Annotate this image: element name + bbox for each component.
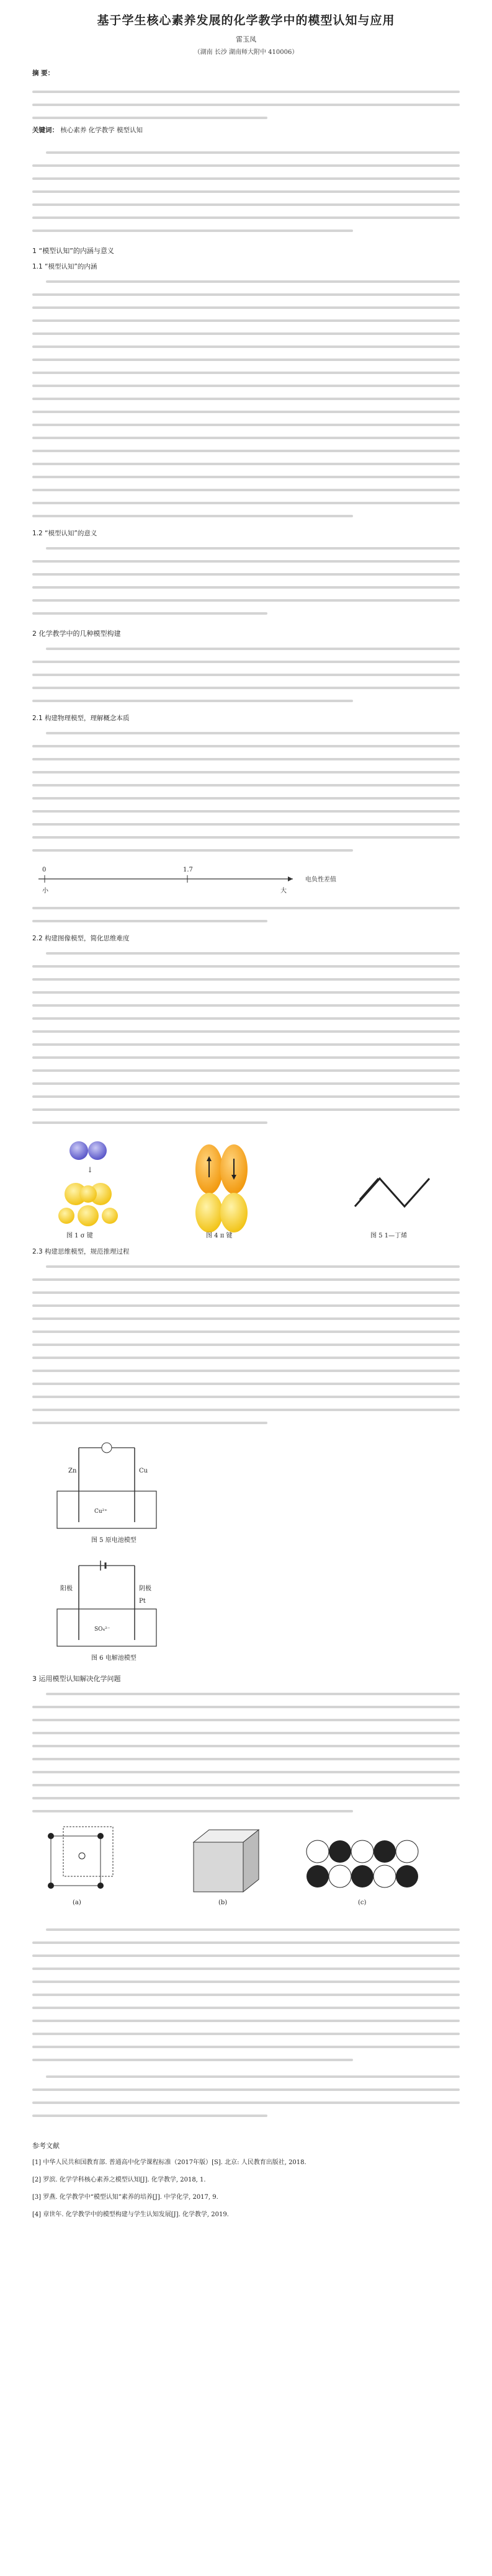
sulfate-label: SO₄²⁻ [94,1626,110,1633]
galvanic-cell-figure [32,1435,460,1547]
abstract-label: 摘 要： [32,69,55,77]
paragraph [32,1923,460,2066]
keywords-text: 核心素养 化学教学 模型认知 [60,127,143,134]
unit-cell-b [194,1830,259,1906]
text-line [32,111,460,124]
paragraph [32,541,460,620]
paragraph [32,901,460,927]
electrolytic-cell-figure [32,1553,460,1665]
atom [48,1883,54,1889]
fig5-caption: 图 5 1—丁烯 [370,1232,408,1239]
reference-item: [1] 中华人民共和国教育部. 普通高中化学课程标准（2017年版）[S]. 北京: 人民教育出版社, 2018. [32,2159,306,2166]
orbital-figures [32,1135,460,1241]
scale-axis-label: 电负性差值 [305,876,336,883]
anode-label: 阳极 [60,1585,73,1592]
text-line [32,98,460,111]
pt-label: Pt [139,1598,146,1605]
atom [396,1840,418,1863]
bulb-icon [102,1443,112,1453]
electronegativity-scale [32,860,460,898]
subsection-heading: 2.3 构建思维模型，规范推理过程 [32,1248,130,1255]
fig-electrolytic-caption: 图 6 电解池模型 [91,1655,136,1662]
subsection-heading: 2.2 构建图像模型，简化思维难度 [32,935,130,942]
affiliation: （湖南 长沙 湖南师大附中 410006） [194,49,298,56]
double-bond-line [360,1179,378,1200]
atom [373,1840,396,1863]
fig-b-label: (b) [218,1899,228,1906]
orbital-svg [32,1135,460,1241]
scale-arrow [288,876,293,881]
section-heading: 3 运用模型认知解决化学问题 [32,1675,121,1683]
reference-item: [3] 罗燕. 化学教学中“模型认知”素养的培养[J]. 中学化学, 2017, 9. [32,2194,218,2201]
cu-ion-label: Cu²⁺ [94,1509,108,1515]
sigma-bond-figure [58,1141,118,1226]
reference-item: [4] 章世年. 化学教学中的模型构建与学生认知发展[J]. 化学教学, 2019. [32,2211,229,2218]
scale-large: 大 [280,888,287,894]
blue-sphere [69,1141,88,1160]
author-name: 雷玉凤 [236,35,256,43]
paragraph [32,726,460,857]
yellow-lobe [58,1208,74,1224]
yellow-lobe [102,1208,118,1224]
blue-sphere [88,1141,107,1160]
fig1-caption: 图 1 σ 键 [66,1232,93,1239]
fig-a-label: (a) [73,1899,81,1906]
subsection-heading: 1.2 “模型认知”的意义 [32,530,97,537]
subsection-heading: 2.1 构建物理模型，理解概念本质 [32,715,130,722]
crystal-figures [32,1824,460,1917]
paper-title: 基于学生核心素养发展的化学教学中的模型认知与应用 [97,14,395,27]
scale-small: 小 [42,888,48,894]
fig4-caption: 图 4 π 键 [206,1232,233,1239]
abstract [32,67,460,124]
scale-label-17: 1.7 [183,867,193,873]
cube-back [63,1827,113,1876]
paragraph [32,642,460,707]
butene-figure [355,1179,429,1206]
yellow-lobe [78,1205,99,1226]
paragraph [32,947,460,1129]
atom [306,1865,329,1887]
fig-galvanic-caption: 图 5 原电池模型 [91,1537,136,1544]
cathode-label: 阴极 [139,1585,151,1592]
atom [48,1833,54,1839]
galvanic-cell-svg [32,1435,194,1547]
references-list [32,2157,460,2221]
atom [329,1840,351,1863]
atom [79,1853,85,1859]
yellow-lobe [79,1185,97,1203]
subsection-heading: 1.1 “模型认知”的内涵 [32,263,97,270]
reference-item: [2] 罗滨. 化学学科核心素养之模型认知[J]. 化学教学, 2018, 1. [32,2177,206,2183]
cu-label: Cu [139,1468,148,1474]
atom [329,1865,351,1887]
scale-label-0: 0 [42,867,47,873]
atom [351,1840,373,1863]
unit-cell-a [48,1827,113,1906]
yellow-lobe [195,1193,223,1232]
references-title: 参考文献 [32,2142,60,2150]
paragraph [32,1687,460,1817]
prism-front [194,1842,243,1892]
yellow-lobe [220,1193,248,1232]
paragraph [32,2070,460,2122]
atom [306,1840,329,1863]
zn-label: Zn [68,1468,77,1474]
intro-paragraph [32,146,460,237]
unit-cell-c [306,1840,418,1906]
paragraph [32,1260,460,1429]
atom [373,1865,396,1887]
keywords-label: 关键词： [32,127,58,134]
atom [97,1883,104,1889]
arrow-glyph: ↓ [87,1165,94,1174]
keywords [32,124,460,137]
atom [97,1833,104,1839]
paragraph [32,275,460,522]
atom [351,1865,373,1887]
cube-front [51,1836,101,1886]
text-line [32,85,460,98]
scale-svg [32,860,460,898]
section-heading: 1 “模型认知”的内涵与意义 [32,247,114,255]
crystal-svg [32,1824,460,1917]
fig-c-label: (c) [358,1899,367,1906]
electrolytic-cell-svg [32,1553,194,1665]
atom [396,1865,418,1887]
section-heading: 2 化学教学中的几种模型构建 [32,630,121,638]
pi-bond-figure [195,1144,248,1232]
